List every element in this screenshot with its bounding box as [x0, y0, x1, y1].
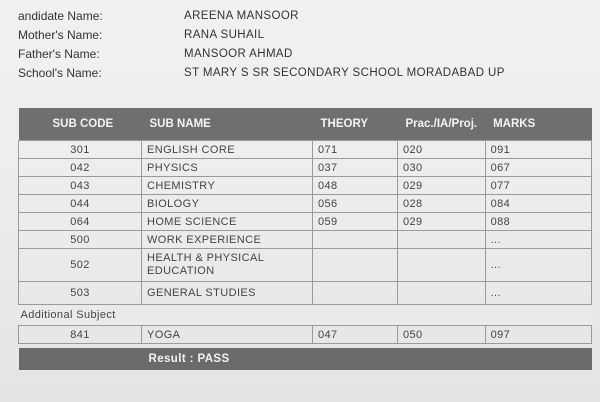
sub-code-cell: 042 [19, 159, 142, 177]
prac-cell: 050 [398, 326, 486, 344]
sub-name-cell: HOME SCIENCE [142, 213, 313, 231]
sub-name-cell: CHEMISTRY [142, 177, 313, 195]
prac-cell: 020 [398, 141, 486, 159]
sub-code-cell: 301 [19, 141, 142, 159]
sub-name-cell: BIOLOGY [142, 195, 313, 213]
result-value: PASS [197, 353, 230, 365]
theory-cell [313, 249, 398, 282]
prac-cell: 029 [398, 177, 486, 195]
prac-cell: 029 [398, 213, 486, 231]
theory-cell: 056 [313, 195, 398, 213]
header-marks: MARKS [485, 108, 591, 141]
sub-name-cell: HEALTH & PHYSICAL EDUCATION [142, 249, 313, 282]
father-name-label: Father's Name: [18, 46, 100, 61]
prac-cell [398, 282, 486, 305]
father-name-row [18, 44, 588, 63]
theory-cell: 071 [313, 141, 398, 159]
sub-name-cell: ENGLISH CORE [142, 141, 313, 159]
sub-code-cell: 043 [19, 177, 142, 195]
sub-code-cell: 500 [19, 231, 142, 249]
sub-code-cell: 064 [19, 213, 142, 231]
marks-cell: ... [485, 282, 591, 305]
table-row [19, 231, 592, 249]
prac-cell: 028 [398, 195, 486, 213]
marks-cell: ... [485, 231, 591, 249]
additional-subject-row [19, 305, 592, 326]
table-row [19, 159, 592, 177]
additional-subject-label: Additional Subject [19, 305, 592, 326]
table-row [19, 282, 592, 305]
marks-cell: 097 [485, 326, 591, 344]
result-row [19, 348, 592, 370]
marks-cell: 084 [485, 195, 591, 213]
sub-name-cell: GENERAL STUDIES [142, 282, 313, 305]
candidate-name-row [18, 6, 588, 25]
mother-name-value: RANA SUHAIL [184, 28, 265, 41]
theory-cell: 059 [313, 213, 398, 231]
sub-name-cell: YOGA [142, 326, 313, 344]
school-name-value: ST MARY S SR SECONDARY SCHOOL MORADABAD UP [184, 66, 505, 79]
table-row [19, 195, 592, 213]
theory-cell [313, 282, 398, 305]
table-row [19, 177, 592, 195]
candidate-info [18, 6, 588, 82]
theory-cell: 048 [313, 177, 398, 195]
header-sub-name: SUB NAME [142, 108, 313, 141]
theory-cell: 037 [313, 159, 398, 177]
result-label: Result : [148, 353, 194, 365]
prac-cell [398, 231, 486, 249]
mother-name-row [18, 25, 588, 44]
table-header-row [19, 108, 592, 141]
result-cell [19, 348, 592, 370]
sub-code-cell: 502 [19, 249, 142, 282]
marks-cell: ... [485, 249, 591, 282]
father-name-value: MANSOOR AHMAD [184, 47, 293, 60]
sub-code-cell: 044 [19, 195, 142, 213]
marks-cell: 088 [485, 213, 591, 231]
header-sub-code: SUB CODE [19, 108, 142, 141]
table-row [19, 213, 592, 231]
candidate-name-value: AREENA MANSOOR [184, 9, 299, 22]
table-row [19, 249, 592, 282]
marks-cell: 067 [485, 159, 591, 177]
candidate-name-label: andidate Name: [18, 8, 103, 23]
prac-cell [398, 249, 486, 282]
sub-name-cell: PHYSICS [142, 159, 313, 177]
table-row [19, 326, 592, 344]
header-theory: THEORY [313, 108, 398, 141]
theory-cell [313, 231, 398, 249]
sub-code-cell: 503 [19, 282, 142, 305]
sub-name-cell: WORK EXPERIENCE [142, 231, 313, 249]
marks-cell: 091 [485, 141, 591, 159]
school-name-label: School's Name: [18, 65, 102, 80]
school-name-row [18, 63, 588, 82]
prac-cell: 030 [398, 159, 486, 177]
sub-code-cell: 841 [19, 326, 142, 344]
mother-name-label: Mother's Name: [18, 27, 103, 42]
marks-table [18, 108, 592, 370]
marks-cell: 077 [485, 177, 591, 195]
table-row [19, 141, 592, 159]
theory-cell: 047 [313, 326, 398, 344]
header-prac: Prac./IA/Proj. [398, 108, 486, 141]
